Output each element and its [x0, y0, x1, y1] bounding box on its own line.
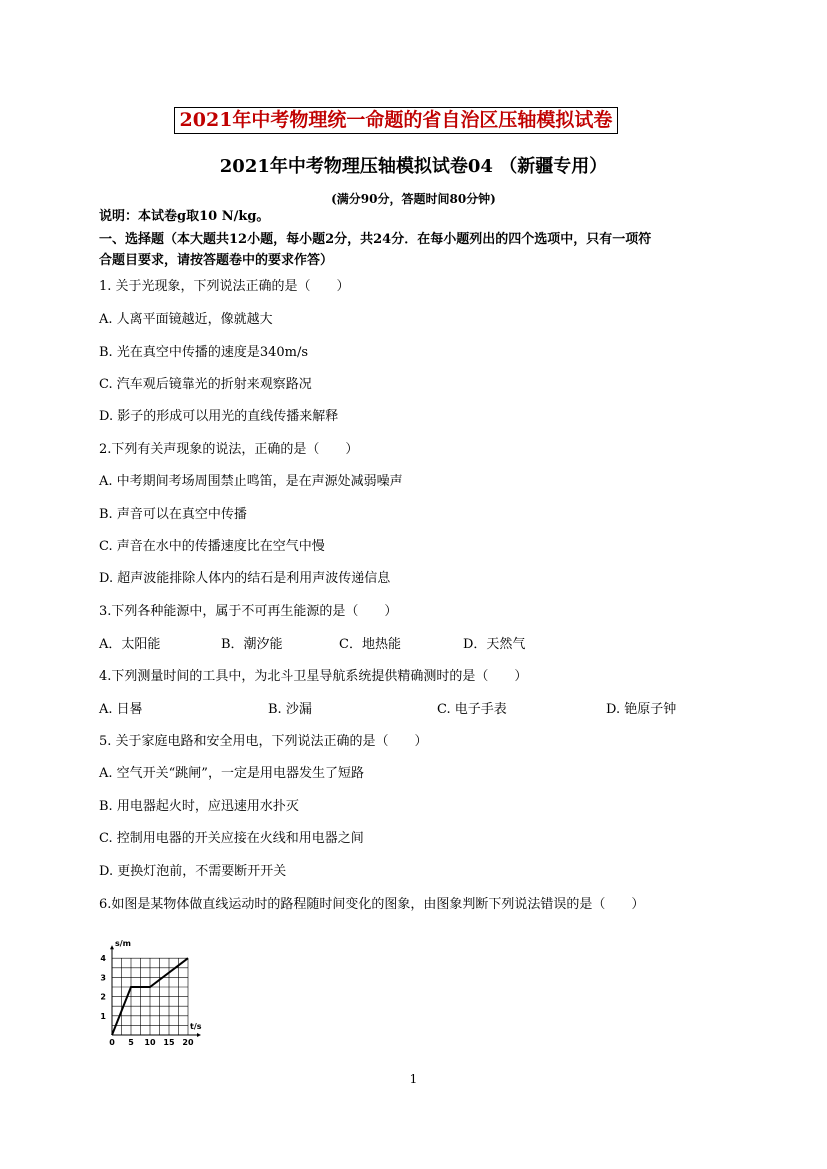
question-2-stem: 2.下列有关声现象的说法，正确的是（ ）	[99, 442, 359, 457]
x-tick-label: 15	[163, 1038, 175, 1047]
exam-note: 说明：本试卷g取10 N/kg。	[99, 209, 270, 224]
question-4-option-b: B. 沙漏	[268, 702, 312, 717]
x-tick-label: 10	[144, 1038, 156, 1047]
question-4-option-c: C. 电子手表	[437, 702, 507, 717]
question-5-option-b: B. 用电器起火时，应迅速用水扑灭	[99, 799, 299, 814]
page-number: 1	[409, 1072, 418, 1086]
question-1-option-a: A. 人离平面镜越近，像就越大	[99, 312, 273, 327]
question-5-option-a: A. 空气开关“跳闸”，一定是用电器发生了短路	[99, 766, 364, 781]
y-tick-label: 1	[100, 1011, 106, 1021]
y-axis-arrow	[110, 945, 114, 949]
section-heading-line2: 合题目要求，请按答题卷中的要求作答）	[99, 253, 334, 268]
y-tick-label: 2	[100, 992, 106, 1002]
distance-time-graph	[96, 924, 212, 1054]
question-3-option-b: B．潮汐能	[221, 637, 283, 652]
question-3-option-c: C．地热能	[339, 637, 401, 652]
question-6-stem: 6.如图是某物体做直线运动时的路程随时间变化的图象，由图象判断下列说法错误的是（ ）	[99, 897, 645, 912]
question-1-option-c: C. 汽车观后镜靠光的折射来观察路况	[99, 377, 312, 392]
question-5-option-d: D. 更换灯泡前，不需要断开开关	[99, 864, 287, 879]
question-4-stem: 4.下列测量时间的工具中，为北斗卫星导航系统提供精确测时的是（ ）	[99, 669, 528, 684]
question-1-option-d: D. 影子的形成可以用光的直线传播来解释	[99, 409, 339, 424]
question-3-option-a: A．太阳能	[99, 637, 161, 652]
graph-grid	[112, 958, 188, 1035]
x-axis-label: t/s	[190, 1022, 202, 1031]
section-heading-line1: 一、选择题（本大题共12小题，每小题2分，共24分．在每小题列出的四个选项中，只有一项符	[99, 232, 652, 247]
question-5-stem: 5. 关于家庭电路和安全用电，下列说法正确的是（ ）	[99, 734, 428, 749]
exam-info: (满分90分，答题时间80分钟)	[331, 192, 496, 206]
question-3-stem: 3.下列各种能源中，属于不可再生能源的是（ ）	[99, 604, 398, 619]
question-1-stem: 1. 关于光现象，下列说法正确的是（ ）	[99, 279, 350, 294]
question-2-option-c: C. 声音在水中的传播速度比在空气中慢	[99, 539, 325, 554]
y-tick-label: 3	[100, 973, 106, 983]
banner-title: 2021年中考物理统一命题的省自治区压轴模拟试卷	[174, 107, 618, 134]
x-tick-label: 5	[128, 1038, 134, 1047]
question-4-option-a: A. 日晷	[99, 702, 143, 717]
question-3-option-d: D．天然气	[463, 637, 526, 652]
x-tick-label: 0	[109, 1038, 115, 1047]
question-2-option-d: D. 超声波能排除人体内的结石是利用声波传递信息	[99, 571, 391, 586]
question-1-option-b: B. 光在真空中传播的速度是340m/s	[99, 345, 309, 360]
question-2-option-b: B. 声音可以在真空中传播	[99, 507, 247, 522]
y-tick-label: 4	[100, 954, 106, 964]
question-5-option-c: C. 控制用电器的开关应接在火线和用电器之间	[99, 831, 364, 846]
question-2-option-a: A. 中考期间考场周围禁止鸣笛，是在声源处减弱噪声	[99, 474, 403, 489]
x-axis-arrow	[197, 1033, 201, 1037]
x-tick-label: 20	[182, 1038, 194, 1047]
y-axis-label: s/m	[115, 939, 132, 949]
page-title: 2021年中考物理压轴模拟试卷04 （新疆专用）	[219, 156, 608, 177]
question-4-option-d: D. 铯原子钟	[606, 702, 677, 717]
